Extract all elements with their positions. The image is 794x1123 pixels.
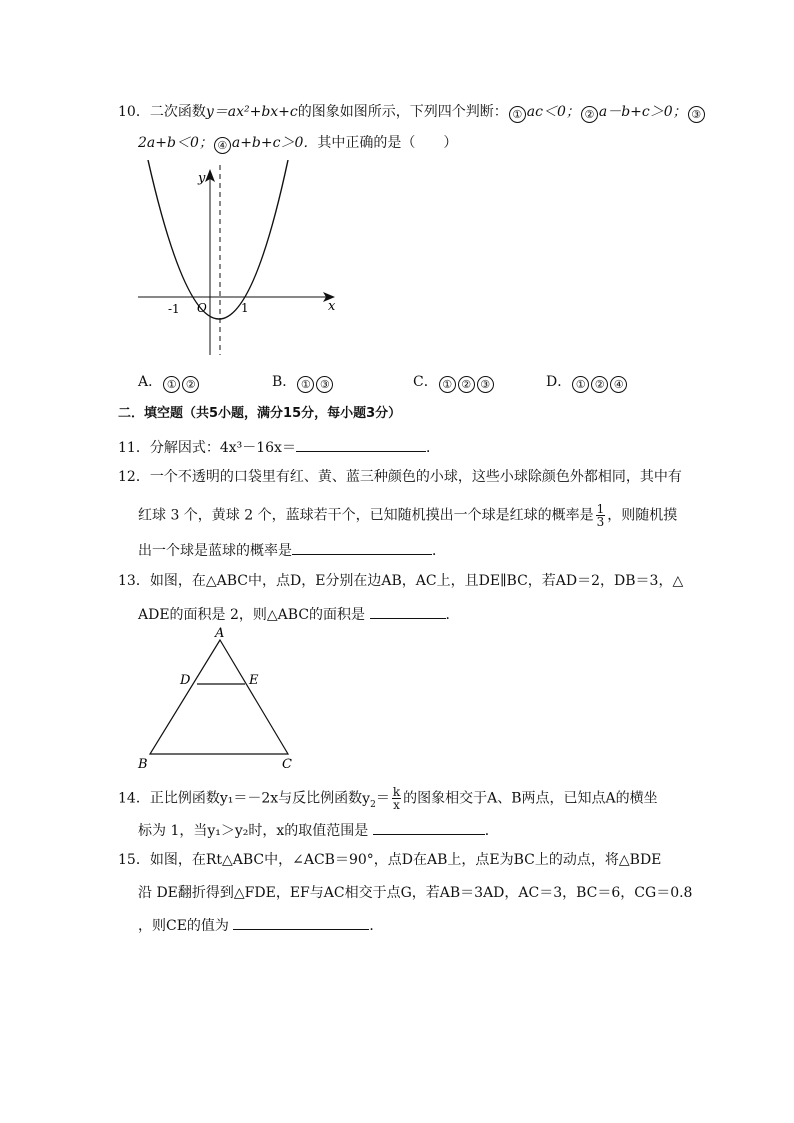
- q12-line1: [118, 468, 682, 486]
- q11-number: 11．: [118, 440, 150, 456]
- label-e: E: [249, 673, 259, 688]
- fraction-denominator: 3: [596, 515, 605, 529]
- q15-line3: [138, 915, 383, 935]
- q10-text-b: 的图象如图所示，下列四个判断：: [297, 104, 508, 120]
- q10-question: 其中正确的是（ ）: [317, 135, 458, 151]
- option-letter: D．: [546, 374, 572, 390]
- q13-line1: [118, 572, 683, 590]
- section-heading: 二．填空题（共5小题，满分15分，每小题3分）: [118, 406, 402, 421]
- q12-text-4: 出一个球是蓝球的概率是: [138, 543, 292, 559]
- option-letter: A．: [138, 374, 163, 390]
- q14-number: 14．: [118, 790, 150, 807]
- q15-text-2: 沿 DE翻折得到△FDE，EF与AC相交于点G，若AB＝3AD，AC＝3，BC＝6，CG＝0.8: [138, 885, 693, 901]
- q12-line3: [138, 540, 446, 560]
- q11: [118, 437, 440, 457]
- q15-number: 15．: [118, 852, 150, 868]
- x-axis-label: x: [328, 299, 336, 314]
- label-c: C: [282, 757, 292, 772]
- q14-end: ．: [484, 823, 499, 839]
- q13-text-1: 如图，在△ABC中，点D，E分别在边AB，AC上，且DE∥BC，若AD＝2，DB＝3，△: [149, 573, 684, 589]
- q10-line1: [118, 103, 706, 123]
- origin-label: O: [197, 301, 207, 315]
- circle-number-4: ④: [214, 137, 231, 154]
- q12-number: 12．: [118, 469, 150, 485]
- q12-end: ．: [432, 543, 446, 559]
- tick-label-neg-one: -1: [168, 302, 180, 316]
- q13-answer-blank[interactable]: [370, 604, 446, 619]
- q12-text-3: ，则随机摸: [607, 507, 678, 524]
- y-axis-label: y: [198, 171, 206, 186]
- q15-end: ．: [369, 918, 384, 934]
- q14-text-2: 的图象相交于A、B两点，已知点A的横坐: [403, 790, 658, 807]
- q10-judgement-2: a－b+c＞0；: [598, 104, 687, 120]
- label-d: D: [180, 673, 191, 688]
- q15-text-1: 如图，在Rt△ABC中，∠ACB＝90°，点D在AB上，点E为BC上的动点，将△BDE: [149, 852, 662, 868]
- q14-line2: [138, 820, 499, 840]
- option-mark: ②: [591, 376, 608, 393]
- option-mark: ①: [572, 376, 589, 393]
- parabola-curve: [148, 160, 288, 319]
- q11-text: 分解因式：4x³－16x＝: [149, 440, 296, 456]
- option-mark: ②: [458, 376, 475, 393]
- q15-text-3: ，则CE的值为: [138, 918, 229, 934]
- q10-function: y＝ax²+bx+c: [205, 104, 298, 120]
- triangle-figure: [130, 625, 320, 775]
- q15-answer-blank[interactable]: [233, 915, 369, 930]
- fraction-denominator: x: [393, 798, 400, 812]
- fraction-numerator: k: [392, 785, 401, 799]
- option-letter: C．: [413, 374, 438, 390]
- q10-option-d[interactable]: [546, 373, 628, 393]
- circle-number-1: ①: [509, 106, 526, 123]
- q12-answer-blank[interactable]: [292, 540, 432, 555]
- option-mark: ②: [182, 376, 199, 393]
- tick-label-one: 1: [241, 301, 249, 315]
- q10-judgement-4: a+b+c＞0．: [231, 135, 318, 151]
- q10-number: 10．: [118, 104, 150, 120]
- q14-line1: [118, 786, 658, 813]
- q10-line2: [138, 134, 457, 154]
- option-letter: B．: [272, 374, 297, 390]
- q15-line2: [138, 884, 692, 902]
- option-mark: ①: [439, 376, 456, 393]
- q12-fraction: [596, 503, 606, 528]
- q13-number: 13．: [118, 573, 150, 589]
- q12-text-2: 红球 3 个，黄球 2 个，蓝球若干个，已知随机摸出一个球是红球的概率是: [138, 507, 594, 524]
- q10-judgement-1: ac＜0；: [526, 104, 580, 120]
- label-a: A: [215, 626, 225, 641]
- q11-end: ．: [425, 440, 440, 456]
- circle-number-2: ②: [581, 106, 598, 123]
- y2-subscript: 2: [370, 799, 376, 810]
- q14-fraction: [392, 786, 401, 811]
- option-mark: ①: [163, 376, 180, 393]
- q10-option-c[interactable]: [413, 373, 495, 393]
- y2-var: y: [362, 790, 371, 807]
- q14-text-3: 标为 1，当y₁＞y₂时，x的取值范围是: [138, 823, 369, 839]
- q15-line1: [118, 851, 661, 869]
- label-b: B: [138, 757, 148, 772]
- option-mark: ③: [316, 376, 333, 393]
- q14-equals: ＝: [375, 790, 390, 807]
- q13-text-2: ADE的面积是 2，则△ABC的面积是: [138, 607, 366, 623]
- q10-option-b[interactable]: [272, 373, 334, 393]
- parabola-graph: [130, 160, 340, 360]
- option-mark: ③: [477, 376, 494, 393]
- q13-end: ．: [445, 607, 460, 623]
- triangle-abc: [150, 640, 288, 754]
- q12-line2: [138, 503, 677, 528]
- q14-answer-blank[interactable]: [373, 820, 485, 835]
- circle-number-3: ③: [688, 106, 705, 123]
- q11-answer-blank[interactable]: [296, 437, 426, 452]
- option-mark: ①: [297, 376, 314, 393]
- q10-option-a[interactable]: [138, 373, 200, 393]
- q13-line2: [138, 604, 460, 624]
- fraction-numerator: 1: [596, 502, 605, 516]
- q12-text-1: 一个不透明的口袋里有红、黄、蓝三种颜色的小球，这些小球除颜色外都相同，其中有: [149, 469, 682, 485]
- q10-judgement-3: 2a+b＜0；: [138, 135, 213, 151]
- q14-text-1: 正比例函数y₁＝－2x与反比例函数: [149, 790, 363, 807]
- q14-y2: [362, 790, 376, 810]
- q10-text-a: 二次函数: [149, 104, 206, 120]
- option-mark: ④: [610, 376, 627, 393]
